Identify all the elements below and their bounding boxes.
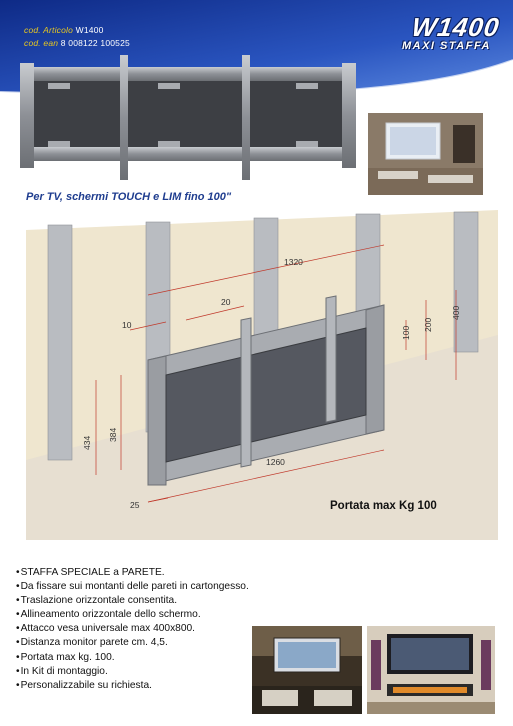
spec-item: • Attacco vesa universale max 400x800. bbox=[16, 622, 249, 636]
home-theater-photo bbox=[252, 626, 362, 714]
spec-item: • Personalizzabile su richiesta. bbox=[16, 679, 249, 693]
technical-diagram bbox=[26, 210, 498, 540]
article-code bbox=[24, 25, 104, 35]
spec-item: • Traslazione orizzontale consentita. bbox=[16, 594, 249, 608]
living-room-photo bbox=[367, 626, 495, 714]
dim-200: 200 bbox=[423, 317, 433, 332]
model-title: W1400 bbox=[409, 12, 502, 42]
spec-item: • Allineamento orizzontale dello schermo. bbox=[16, 608, 249, 622]
dim-10: 10 bbox=[122, 320, 132, 330]
capacity-label: Portata max Kg 100 bbox=[330, 500, 437, 512]
tagline: Per TV, schermi TOUCH e LIM fino 100" bbox=[26, 191, 232, 203]
spec-item: • STAFFA SPECIALE a PARETE. bbox=[16, 566, 249, 580]
spec-item: • Da fissare sui montanti delle pareti in cartongesso. bbox=[16, 580, 249, 594]
spec-item: • In Kit di montaggio. bbox=[16, 665, 249, 679]
ean-code-value: 8 008122 100525 bbox=[60, 38, 130, 48]
classroom-photo bbox=[368, 113, 483, 195]
spec-item: • Portata max kg. 100. bbox=[16, 651, 249, 665]
dim-1260: 1260 bbox=[266, 457, 285, 467]
spec-item: • Distanza monitor parete cm. 4,5. bbox=[16, 636, 249, 650]
article-code-value: W1400 bbox=[75, 25, 104, 35]
dim-20: 20 bbox=[221, 297, 231, 307]
ean-code bbox=[24, 38, 130, 48]
article-code-label: cod. Articolo bbox=[24, 25, 74, 35]
ean-code-label: cod. ean bbox=[24, 38, 59, 48]
dim-434: 434 bbox=[82, 435, 92, 450]
dim-100: 100 bbox=[401, 325, 411, 340]
dim-25: 25 bbox=[130, 500, 140, 510]
dim-384: 384 bbox=[108, 427, 118, 442]
model-subtitle: MAXI STAFFA bbox=[401, 40, 491, 52]
dim-1320: 1320 bbox=[284, 257, 303, 267]
spec-list bbox=[16, 566, 249, 693]
bracket-photo bbox=[18, 55, 360, 185]
dim-400: 400 bbox=[451, 305, 461, 320]
